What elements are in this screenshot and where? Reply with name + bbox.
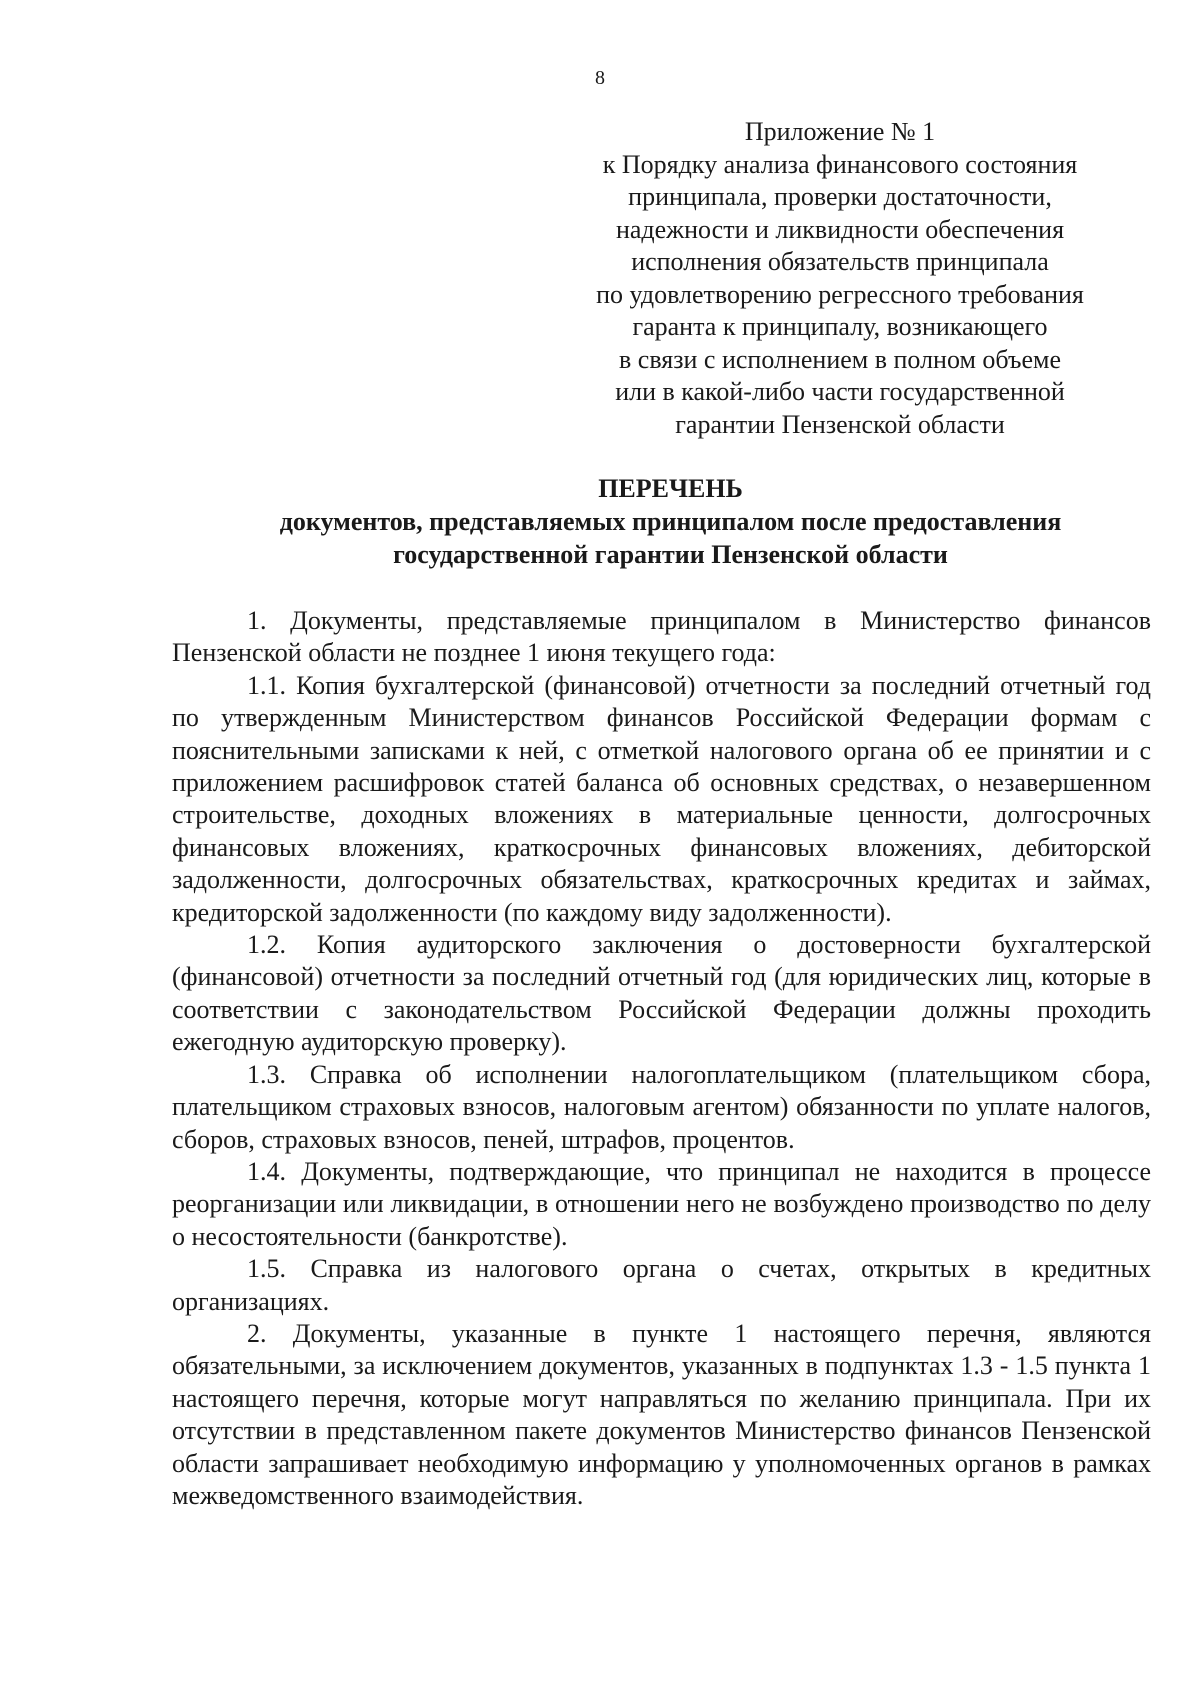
appendix-line: исполнения обязательств принципала — [631, 247, 1049, 276]
paragraph-2: 2. Документы, указанные в пункте 1 настоящего перечня, являются обязательными, за исключением документов, указанных в подпунктах 1.3 - 1.5 пункта 1 настоящего перечня, которые могут направляться по желанию принципала. При их отсутствии в представленном пакете документов Министерство финансов Пензенской области запрашивает необходимую информацию у уполномоченных органов в рамках межведомственного взаимодействия. — [172, 1318, 1151, 1510]
heading-title: ПЕРЕЧЕНЬ — [598, 474, 743, 503]
paragraph-1: 1. Документы, представляемые принципалом в Министерство финансов Пензенской области не позднее 1 июня текущего года: — [172, 606, 1151, 668]
appendix-line: Приложение № 1 — [744, 117, 936, 146]
appendix-line: гарантии Пензенской области — [675, 409, 1005, 439]
heading-subtitle-line-1: документов, представляемых принципалом после предоставления — [279, 507, 1062, 536]
paragraph-1-1: 1.1. Копия бухгалтерской (финансовой) отчетности за последний отчетный год по утвержденным Министерством финансов Российской Федерации формам с пояснительными записками к ней, с отметкой налогового органа об ее принятии и с приложением расшифровок статей баланса об основных средствах, о незавершенном строительстве, доходных вложениях в материальные ценности, долгосрочных финансовых вложениях, краткосрочных финансовых вложениях, дебиторской задолженности, долгосрочных обязательствах, краткосрочных кредитах и займах, кредиторской задолженности (по каждому виду задолженности). — [172, 670, 1151, 927]
document-body — [172, 605, 1151, 1512]
appendix-line: или в какой-либо части государственной — [615, 377, 1065, 406]
paragraph-1-5: 1.5. Справка из налогового органа о счетах, открытых в кредитных организациях. — [172, 1254, 1151, 1316]
heading-subtitle-line-2: государственной гарантии Пензенской области — [393, 540, 948, 569]
appendix-line: в связи с исполнением в полном объеме — [619, 344, 1061, 374]
page-number: 8 — [595, 67, 605, 89]
appendix-line: гаранта к принципалу, возникающего — [632, 312, 1048, 341]
appendix-line: надежности и ликвидности обеспечения — [615, 214, 1065, 244]
appendix-line: по удовлетворению регрессного требования — [596, 279, 1084, 309]
appendix-line: к Порядку анализа финансового состояния — [602, 149, 1078, 179]
paragraph-1-4: 1.4. Документы, подтверждающие, что принципал не находится в процессе реорганизации или ликвидации, в отношении него не возбуждено производство по делу о несостоятельности (банкротстве). — [172, 1156, 1151, 1251]
appendix-block — [570, 116, 1110, 441]
document-heading — [170, 472, 1171, 571]
paragraph-1-2: 1.2. Копия аудиторского заключения о достоверности бухгалтерской (финансовой) отчетности за последний отчетный год (для юридических лиц, которые в соответствии с законодательством Российской Федерации должны проходить ежегодную аудиторскую проверку). — [172, 930, 1151, 1057]
paragraph-1-3: 1.3. Справка об исполнении налогоплательщиком (плательщиком сбора, плательщиком страховых взносов, налоговым агентом) обязанности по уплате налогов, сборов, страховых взносов, пеней, штрафов, процентов. — [172, 1059, 1151, 1154]
appendix-line: принципала, проверки достаточности, — [628, 182, 1052, 211]
